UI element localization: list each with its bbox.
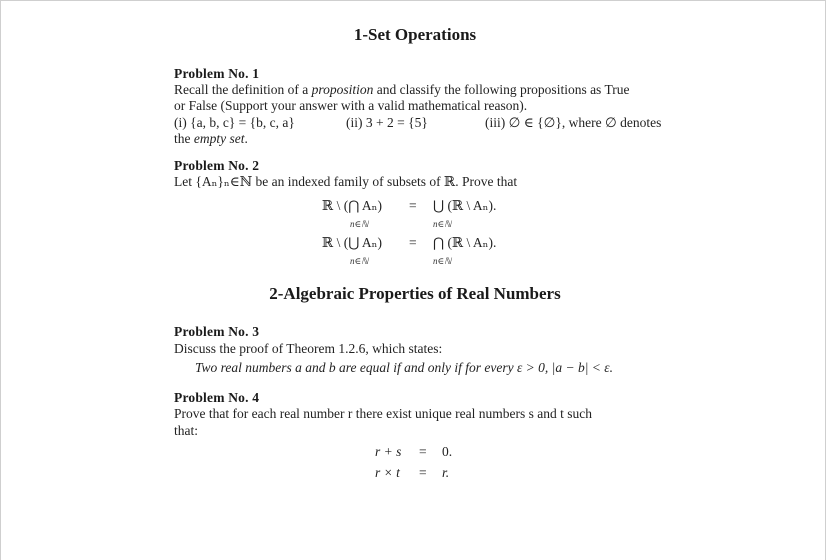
problem-1-item-ii: (ii) 3 + 2 = {5}	[346, 115, 428, 130]
problem-1-text: Recall the definition of a	[174, 82, 312, 97]
problem-3-theorem: Two real numbers a and b are equal if and only if for every ε > 0, |a − b| < ε.	[195, 360, 613, 375]
problem-2-intro: Let {Aₙ}ₙ∈ℕ be an indexed family of subsets of ℝ. Prove that	[174, 174, 518, 189]
eq-2-lhs: ℝ \ (⋃ Aₙ)	[322, 235, 383, 250]
problem-4-line-2: that:	[174, 423, 198, 438]
section-title-algebraic-properties: 2-Algebraic Properties of Real Numbers	[269, 284, 561, 303]
eq-1-equals: =	[409, 198, 417, 213]
eq-4-1-equals: =	[419, 444, 427, 459]
eq-2-lhs-index: n∈ℕ	[350, 256, 369, 266]
section-title-set-operations: 1-Set Operations	[353, 25, 477, 44]
eq-2-equals: =	[409, 235, 417, 250]
eq-4-1-lhs: r + s	[375, 444, 402, 459]
eq-1-rhs-index: n∈ℕ	[433, 219, 452, 229]
eq-4-1-rhs: 0.	[442, 444, 453, 459]
problem-1-text-cont: and classify the following propositions as True	[373, 82, 630, 97]
problem-1-item-iii: (iii) ∅ ∈ {∅}, where ∅ denotes	[485, 115, 662, 130]
eq-1-rhs: ⋃ (ℝ \ Aₙ).	[433, 198, 497, 213]
problem-1-text-the: the	[174, 131, 194, 146]
problem-1-heading: Problem No. 1	[174, 66, 260, 81]
eq-1-lhs: ℝ \ (⋂ Aₙ)	[322, 198, 383, 213]
eq-4-2-rhs: r.	[442, 465, 450, 480]
problem-1-period: .	[244, 131, 248, 146]
eq-2-rhs: ⋂ (ℝ \ Aₙ).	[433, 235, 497, 250]
problem-3-heading: Problem No. 3	[174, 324, 260, 339]
problem-1-item-i: (i) {a, b, c} = {b, c, a}	[174, 115, 295, 130]
problem-1-line-2: or False (Support your answer with a valid mathematical reason).	[174, 98, 528, 113]
problem-3-text: Discuss the proof of Theorem 1.2.6, which states:	[174, 341, 443, 356]
problem-1-term-proposition: proposition	[311, 82, 374, 97]
eq-2-rhs-index: n∈ℕ	[433, 256, 452, 266]
problem-2-heading: Problem No. 2	[174, 158, 260, 173]
problem-4-line-1: Prove that for each real number r there exist unique real numbers s and t such	[174, 406, 592, 421]
problem-1-term-empty-set: empty set	[193, 131, 245, 146]
problem-4-heading: Problem No. 4	[174, 390, 260, 405]
eq-4-2-equals: =	[419, 465, 427, 480]
problem-1-line-1	[174, 82, 629, 98]
problem-1-line-4	[174, 131, 248, 147]
eq-4-2-lhs: r × t	[375, 465, 400, 480]
eq-1-lhs-index: n∈ℕ	[350, 219, 369, 229]
